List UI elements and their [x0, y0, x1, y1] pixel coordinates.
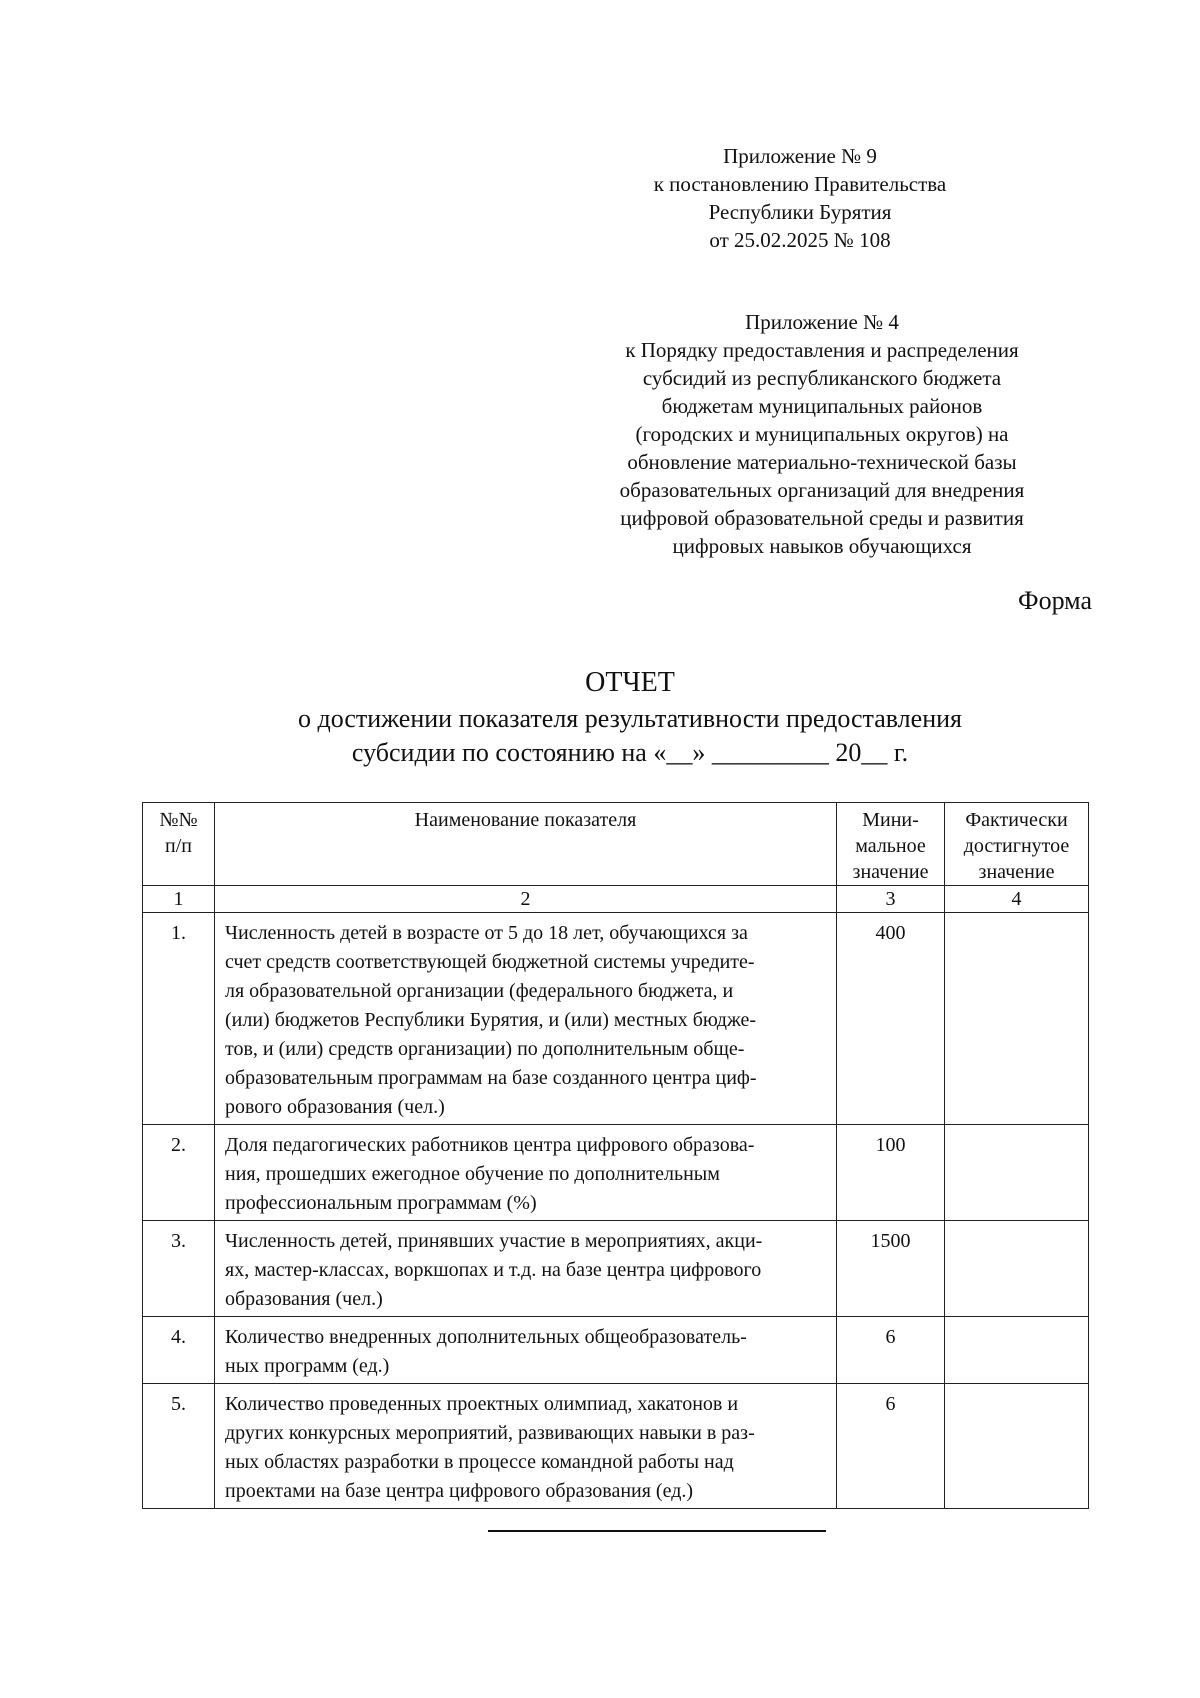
row-min-value: 100: [837, 1125, 945, 1221]
signature-line: [488, 1530, 826, 1532]
appendix-4-line: (городских и муниципальных округов) на: [635, 422, 1009, 446]
table-row: [143, 1125, 1089, 1221]
form-label: Форма: [1018, 586, 1092, 615]
row-name-line: Количество проведенных проектных олимпиад, хакатонов и: [225, 1393, 739, 1415]
row-name-line: профессиональным программам (%): [225, 1192, 537, 1214]
indicators-table: [142, 802, 1089, 1509]
row-name-line: Численность детей в возрасте от 5 до 18 лет, обучающихся за: [225, 922, 748, 944]
appendix-4-line: цифровых навыков обучающихся: [672, 534, 972, 558]
row-name-line: счет средств соответствующей бюджетной системы учредите-: [225, 951, 755, 973]
row-actual-value: [945, 913, 1089, 1125]
report-subtitle-line: о достижении показателя результативности предоставления: [297, 704, 962, 733]
header-actual: [945, 803, 1089, 886]
column-number: 4: [945, 886, 1089, 913]
row-min-value: 400: [837, 913, 945, 1125]
header-number-line: п/п: [165, 835, 192, 857]
appendix-4-line: бюджетам муниципальных районов: [661, 394, 983, 418]
appendix-9-header: [640, 142, 960, 254]
row-name-line: Доля педагогических работников центра цифрового образова-: [225, 1134, 755, 1156]
appendix-4-line: цифровой образовательной среды и развития: [620, 506, 1024, 530]
header-name: Наименование показателя: [215, 803, 837, 886]
column-number: 2: [215, 886, 837, 913]
appendix-4-line: субсидий из республиканского бюджета: [642, 366, 1002, 390]
report-subtitle: [0, 702, 1200, 770]
appendix-4-line: обновление материально-технической базы: [627, 450, 1017, 474]
row-number: 2.: [143, 1125, 215, 1221]
table-row: [143, 1317, 1089, 1384]
row-name-line: Количество внедренных дополнительных общеобразователь-: [225, 1326, 747, 1348]
report-subtitle-line: субсидии по состоянию на «__» _________ 20__ г.: [351, 738, 909, 767]
row-name-line: рового образования (чел.): [225, 1096, 445, 1118]
row-name-line: Численность детей, принявших участие в мероприятиях, акци-: [225, 1230, 763, 1252]
row-name-line: (или) бюджетов Республики Бурятия, и (или) местных бюдже-: [225, 1009, 757, 1031]
row-actual-value: [945, 1317, 1089, 1384]
row-min-value: 1500: [837, 1221, 945, 1317]
row-name-line: проектами на базе центра цифрового образования (ед.): [225, 1480, 694, 1502]
header-number: [143, 803, 215, 886]
row-name-line: образовательным программам на базе созданного центра циф-: [225, 1067, 757, 1089]
row-name: [215, 1125, 837, 1221]
row-name: [215, 1317, 837, 1384]
table-header-row: [143, 803, 1089, 886]
row-min-value: 6: [837, 1317, 945, 1384]
row-name-line: других конкурсных мероприятий, развивающих навыки в раз-: [225, 1422, 755, 1444]
appendix-9-line: к постановлению Правительства: [653, 172, 947, 196]
row-name-line: образования (чел.): [225, 1288, 383, 1310]
row-name: [215, 1384, 837, 1509]
column-number: 1: [143, 886, 215, 913]
header-actual-line: значение: [978, 861, 1055, 883]
table-row: [143, 913, 1089, 1125]
appendix-9-line: Приложение № 9: [723, 144, 877, 168]
row-number: 1.: [143, 913, 215, 1125]
appendix-4-line: Приложение № 4: [745, 310, 899, 334]
row-number: 4.: [143, 1317, 215, 1384]
header-min-line: значение: [852, 861, 929, 883]
row-number: 5.: [143, 1384, 215, 1509]
column-number-row: [143, 886, 1089, 913]
appendix-9-line: от 25.02.2025 № 108: [709, 228, 891, 252]
row-number: 3.: [143, 1221, 215, 1317]
row-name-line: ных программ (ед.): [225, 1355, 390, 1377]
header-min-line: Мини-: [862, 809, 919, 831]
appendix-4-line: к Порядку предоставления и распределения: [625, 338, 1019, 362]
row-name-line: ных областях разработки в процессе командной работы над: [225, 1451, 734, 1473]
appendix-4-header: [582, 308, 1062, 560]
row-name: [215, 913, 837, 1125]
row-actual-value: [945, 1125, 1089, 1221]
row-actual-value: [945, 1221, 1089, 1317]
header-number-line: №№: [159, 809, 198, 831]
appendix-9-line: Республики Бурятия: [708, 200, 892, 224]
row-min-value: 6: [837, 1384, 945, 1509]
table-row: [143, 1221, 1089, 1317]
table-row: [143, 1384, 1089, 1509]
column-number: 3: [837, 886, 945, 913]
header-actual-line: достигнутое: [963, 835, 1070, 857]
header-min: [837, 803, 945, 886]
header-actual-line: Фактически: [965, 809, 1068, 831]
row-name-line: тов, и (или) средств организации) по дополнительным обще-: [225, 1038, 745, 1060]
report-title: ОТЧЕТ: [585, 667, 675, 698]
row-name-line: ля образовательной организации (федерального бюджета, и: [225, 980, 734, 1002]
appendix-4-line: образовательных организаций для внедрения: [619, 478, 1025, 502]
row-name-line: ях, мастер-классах, воркшопах и т.д. на базе центра цифрового: [225, 1259, 762, 1281]
row-name-line: ния, прошедших ежегодное обучение по дополнительным: [225, 1163, 720, 1185]
header-min-line: мальное: [855, 835, 926, 857]
row-name: [215, 1221, 837, 1317]
row-actual-value: [945, 1384, 1089, 1509]
